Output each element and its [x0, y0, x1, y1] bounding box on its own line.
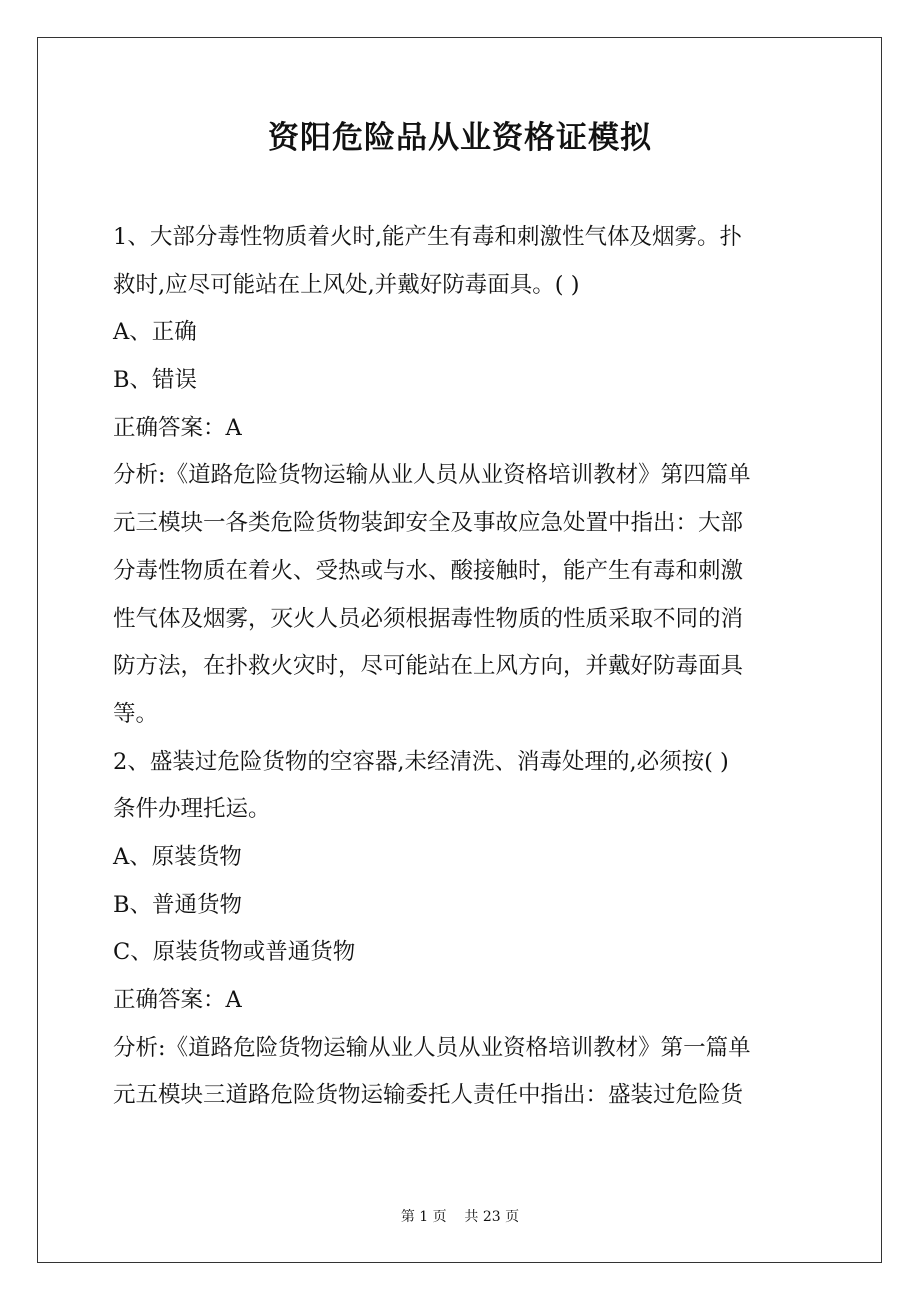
text-line: 等。 [113, 700, 159, 727]
text-line: B、错误 [113, 367, 198, 394]
text-line: C、原装货物或普通货物 [113, 939, 356, 966]
text-line: 分析:《道路危险货物运输从业人员从业资格培训教材》第一篇单 [113, 1034, 751, 1061]
text-line: 分析:《道路危险货物运输从业人员从业资格培训教材》第四篇单 [113, 462, 751, 489]
text-line: 防方法，在扑救火灾时，尽可能站在上风方向，并戴好防毒面具 [113, 653, 744, 680]
text-line: 条件办理托运。 [113, 796, 271, 823]
text-line: 2、盛装过危险货物的空容器,未经清洗、消毒处理的,必须按( ) [113, 748, 729, 775]
text-line: 救时,应尽可能站在上风处,并戴好防毒面具。( ) [113, 271, 580, 298]
page-footer: 第 1 页 共 23 页 [400, 1209, 520, 1225]
text-line: A、正确 [113, 319, 197, 346]
text-line: 1、大部分毒性物质着火时,能产生有毒和刺激性气体及烟雾。扑 [113, 224, 742, 250]
text-line: A、原装货物 [113, 843, 242, 870]
text-line: 元五模块三道路危险货物运输委托人责任中指出：盛装过危险货 [113, 1082, 744, 1109]
text-line: 正确答案：A [113, 414, 242, 441]
text-line: 分毒性物质在着火、受热或与水、酸接触时，能产生有毒和刺激 [113, 557, 744, 584]
text-line: 正确答案：A [113, 987, 242, 1013]
document-body [113, 214, 813, 1120]
text-line: 元三模块一各类危险货物装卸安全及事故应急处置中指出：大部 [113, 510, 744, 537]
text-line: 性气体及烟雾，灭火人员必须根据毒性物质的性质采取不同的消 [113, 605, 744, 632]
text-line: B、普通货物 [113, 891, 243, 918]
document-title: 资阳危险品从业资格证模拟 [268, 120, 652, 156]
